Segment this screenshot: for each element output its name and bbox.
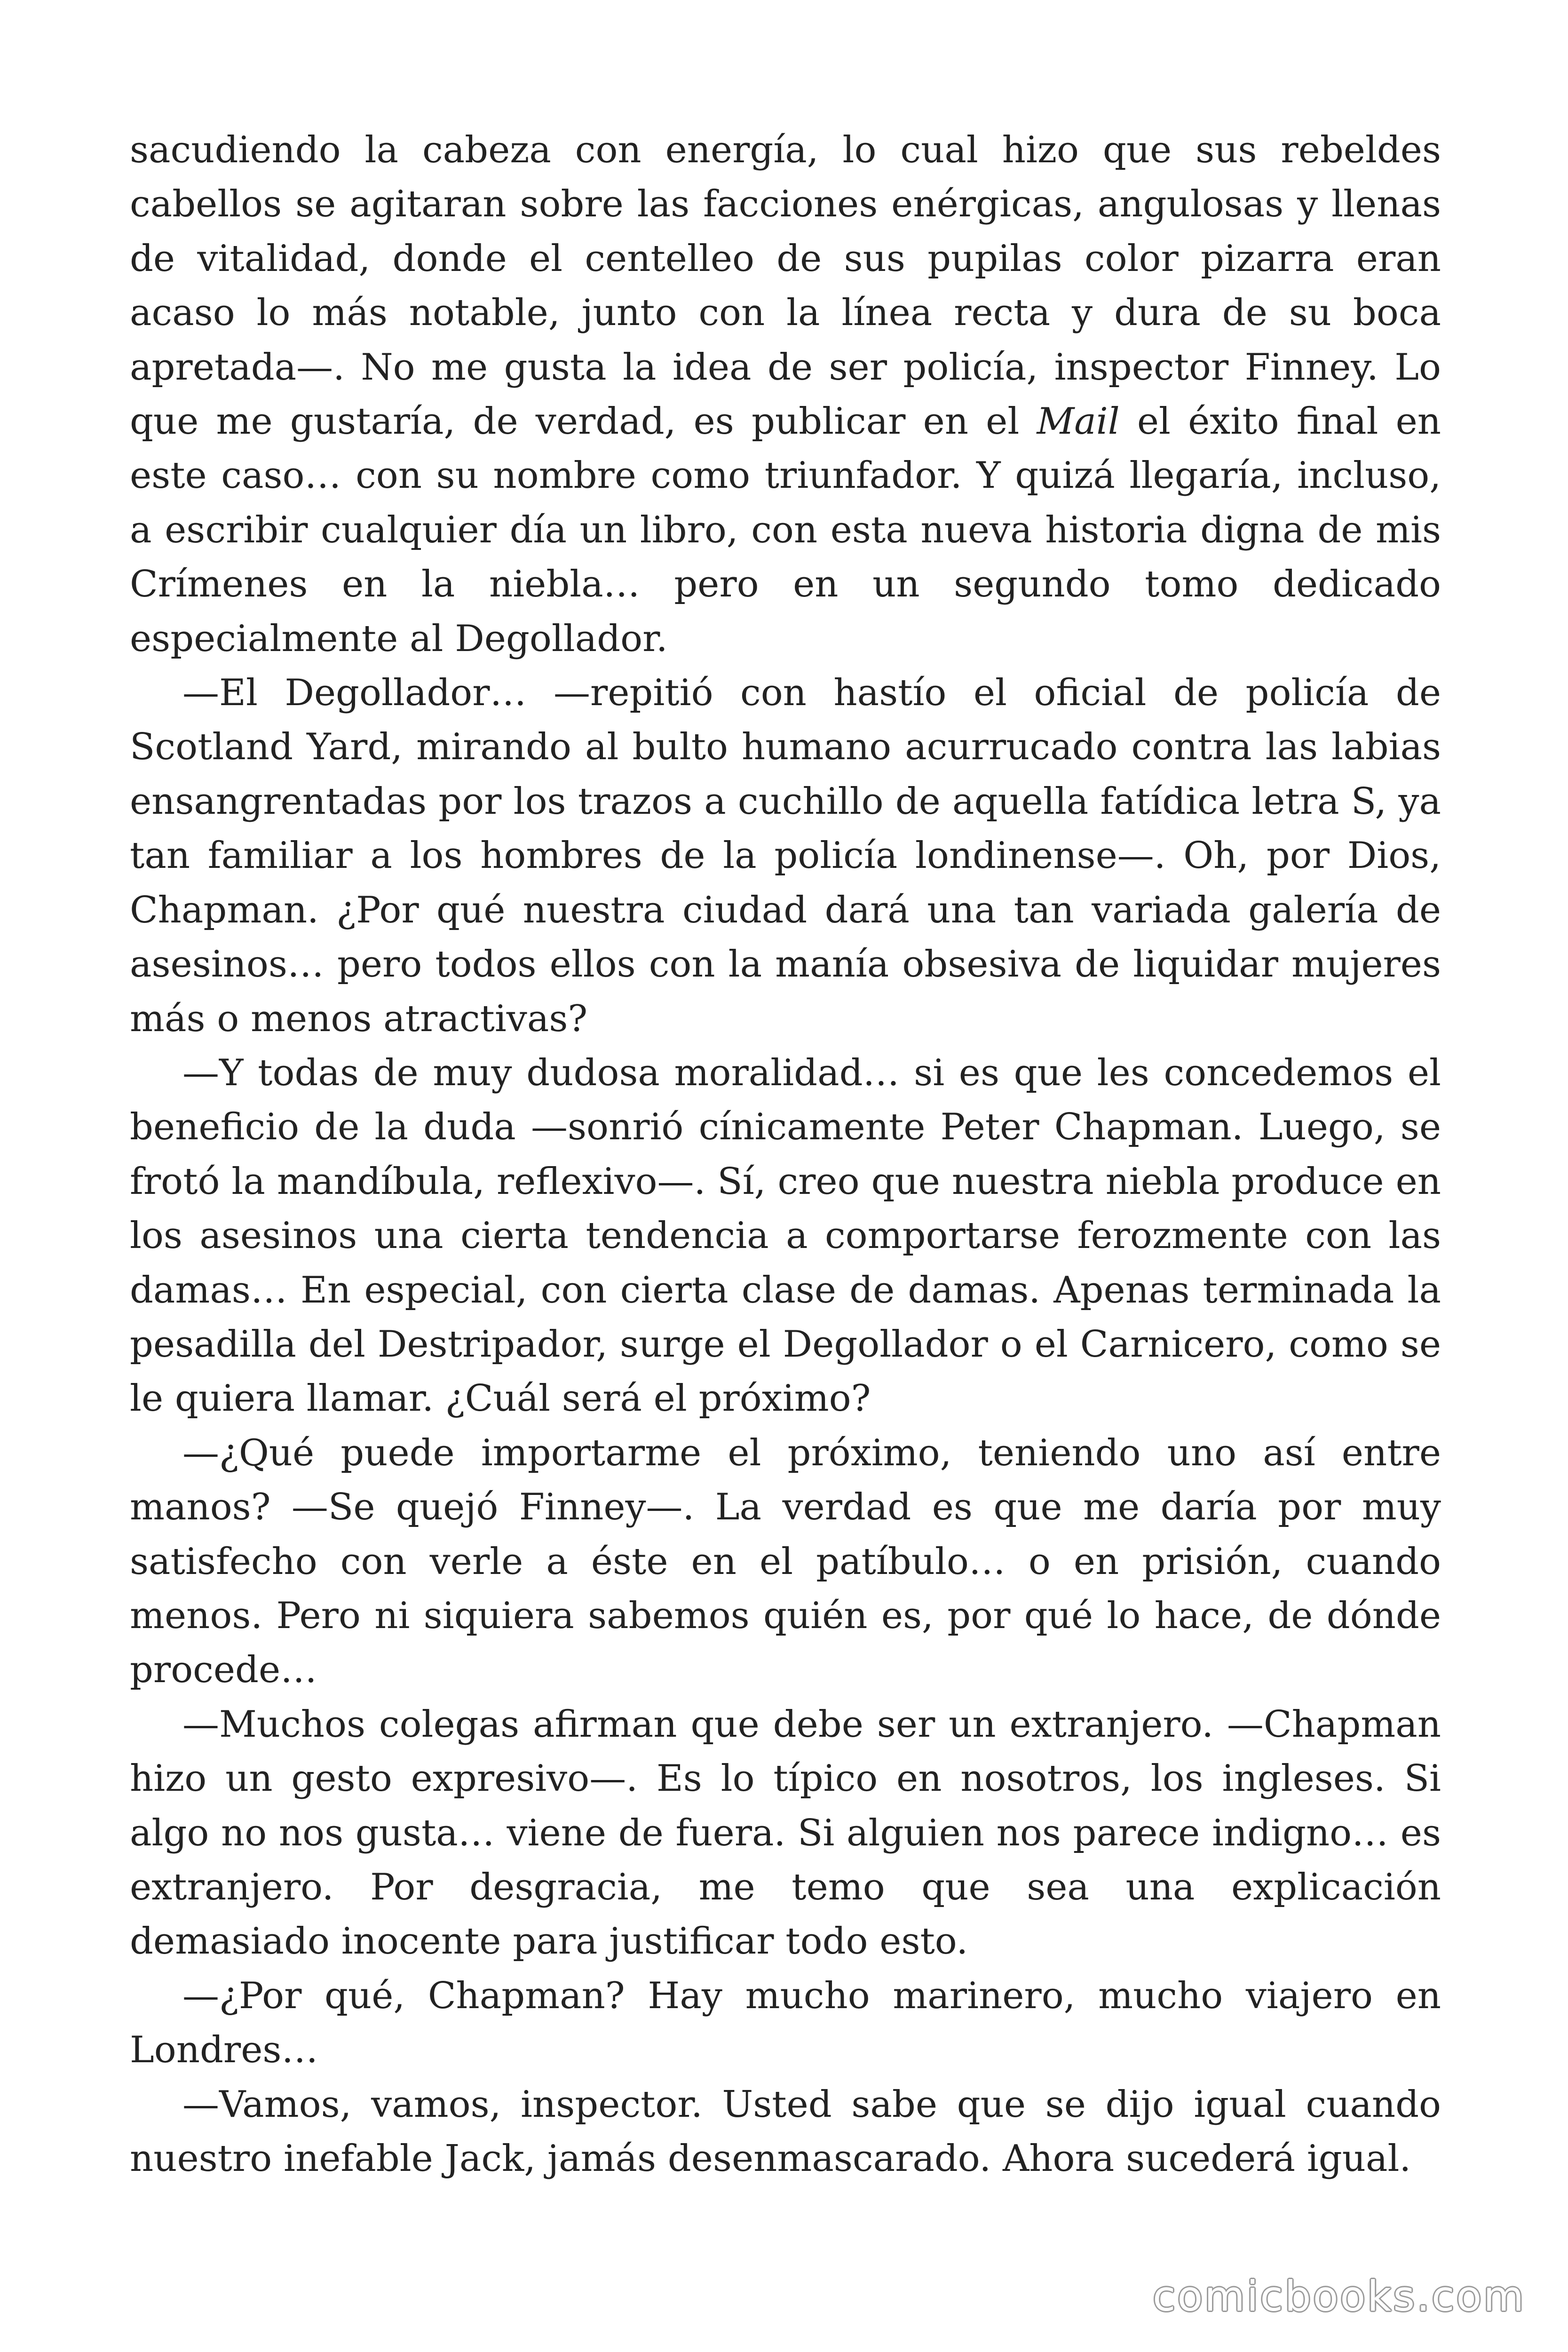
paragraph-2 [130, 666, 1441, 1046]
text-segment: —Vamos, vamos, inspector. Usted sabe que se dijo igual cuando nuestro inefable Jack, jamás desenmascarado. Ahora sucederá igual. [130, 2083, 1441, 2180]
text-segment: —¿Qué puede importarme el próximo, teniendo uno así entre manos? —Se quejó Finney—. La verdad es que me daría por muy satisfecho con verle a éste en el patíbulo… o en prisión, cuando menos. Pero ni siquiera sabemos quién es, por qué lo hace, de dónde procede… [130, 1431, 1441, 1692]
paragraph-7 [130, 2078, 1441, 2186]
paragraph-4 [130, 1426, 1441, 1698]
text-segment: —¿Por qué, Chapman? Hay mucho marinero, mucho viajero en Londres… [130, 1974, 1441, 2072]
body-text [130, 123, 1441, 2186]
paragraph-5 [130, 1698, 1441, 1969]
paragraph-3 [130, 1046, 1441, 1426]
paragraph-6 [130, 1969, 1441, 2078]
text-segment: el éxito final en este caso… con su nombre como triunfador. Y quizá llegaría, incluso, a escribir cualquier día un libro, con esta nueva historia digna de mis Crímenes en la niebla… pero en un segundo tomo dedicado especialmente al Degollador. [130, 400, 1441, 660]
text-segment: —Muchos colegas afirman que debe ser un extranjero. —Chapman hizo un gesto expresivo—. Es lo típico en nosotros, los ingleses. Si algo no nos gusta… viene de fuera. Si alguien nos parece indigno… es extranjero. Por desgracia, me temo que sea una explicación demasiado inocente para justificar todo esto. [130, 1703, 1441, 1963]
paragraph-1 [130, 123, 1441, 666]
watermark: comicbooks.com [1152, 2272, 1526, 2320]
text-segment: —El Degollador… —repitió con hastío el oficial de policía de Scotland Yard, mirando al bulto humano acurrucado contra las labias ensangrentadas por los trazos a cuchillo de aquella fatídica letra S, ya tan familiar a los hombres de la policía londinense—. Oh, por Dios, Chapman. ¿Por qué nuestra ciudad dará una tan variada galería de asesinos… pero todos ellos con la manía obsesiva de liquidar mujeres más o menos atractivas? [130, 672, 1441, 1040]
text-segment: —Y todas de muy dudosa moralidad… si es que les concedemos el beneficio de la duda —sonrió cínicamente Peter Chapman. Luego, se frotó la mandíbula, reflexivo—. Sí, creo que nuestra niebla produce en los asesinos una cierta tendencia a comportarse ferozmente con las damas… En especial, con cierta clase de damas. Apenas terminada la pesadilla del Destripador, surge el Degollador o el Carnicero, como se le quiera llamar. ¿Cuál será el próximo? [130, 1051, 1441, 1420]
italic-title: Mail [1037, 400, 1120, 443]
text-segment: sacudiendo la cabeza con energía, lo cual hizo que sus rebeldes cabellos se agitaran sobre las facciones enérgicas, angulosas y llenas de vitalidad, donde el centelleo de sus pupilas color pizarra eran acaso lo más notable, junto con la línea recta y dura de su boca apretada—. No me gusta la idea de ser policía, inspector Finney. Lo que me gustaría, de verdad, es publicar en el [130, 129, 1441, 443]
